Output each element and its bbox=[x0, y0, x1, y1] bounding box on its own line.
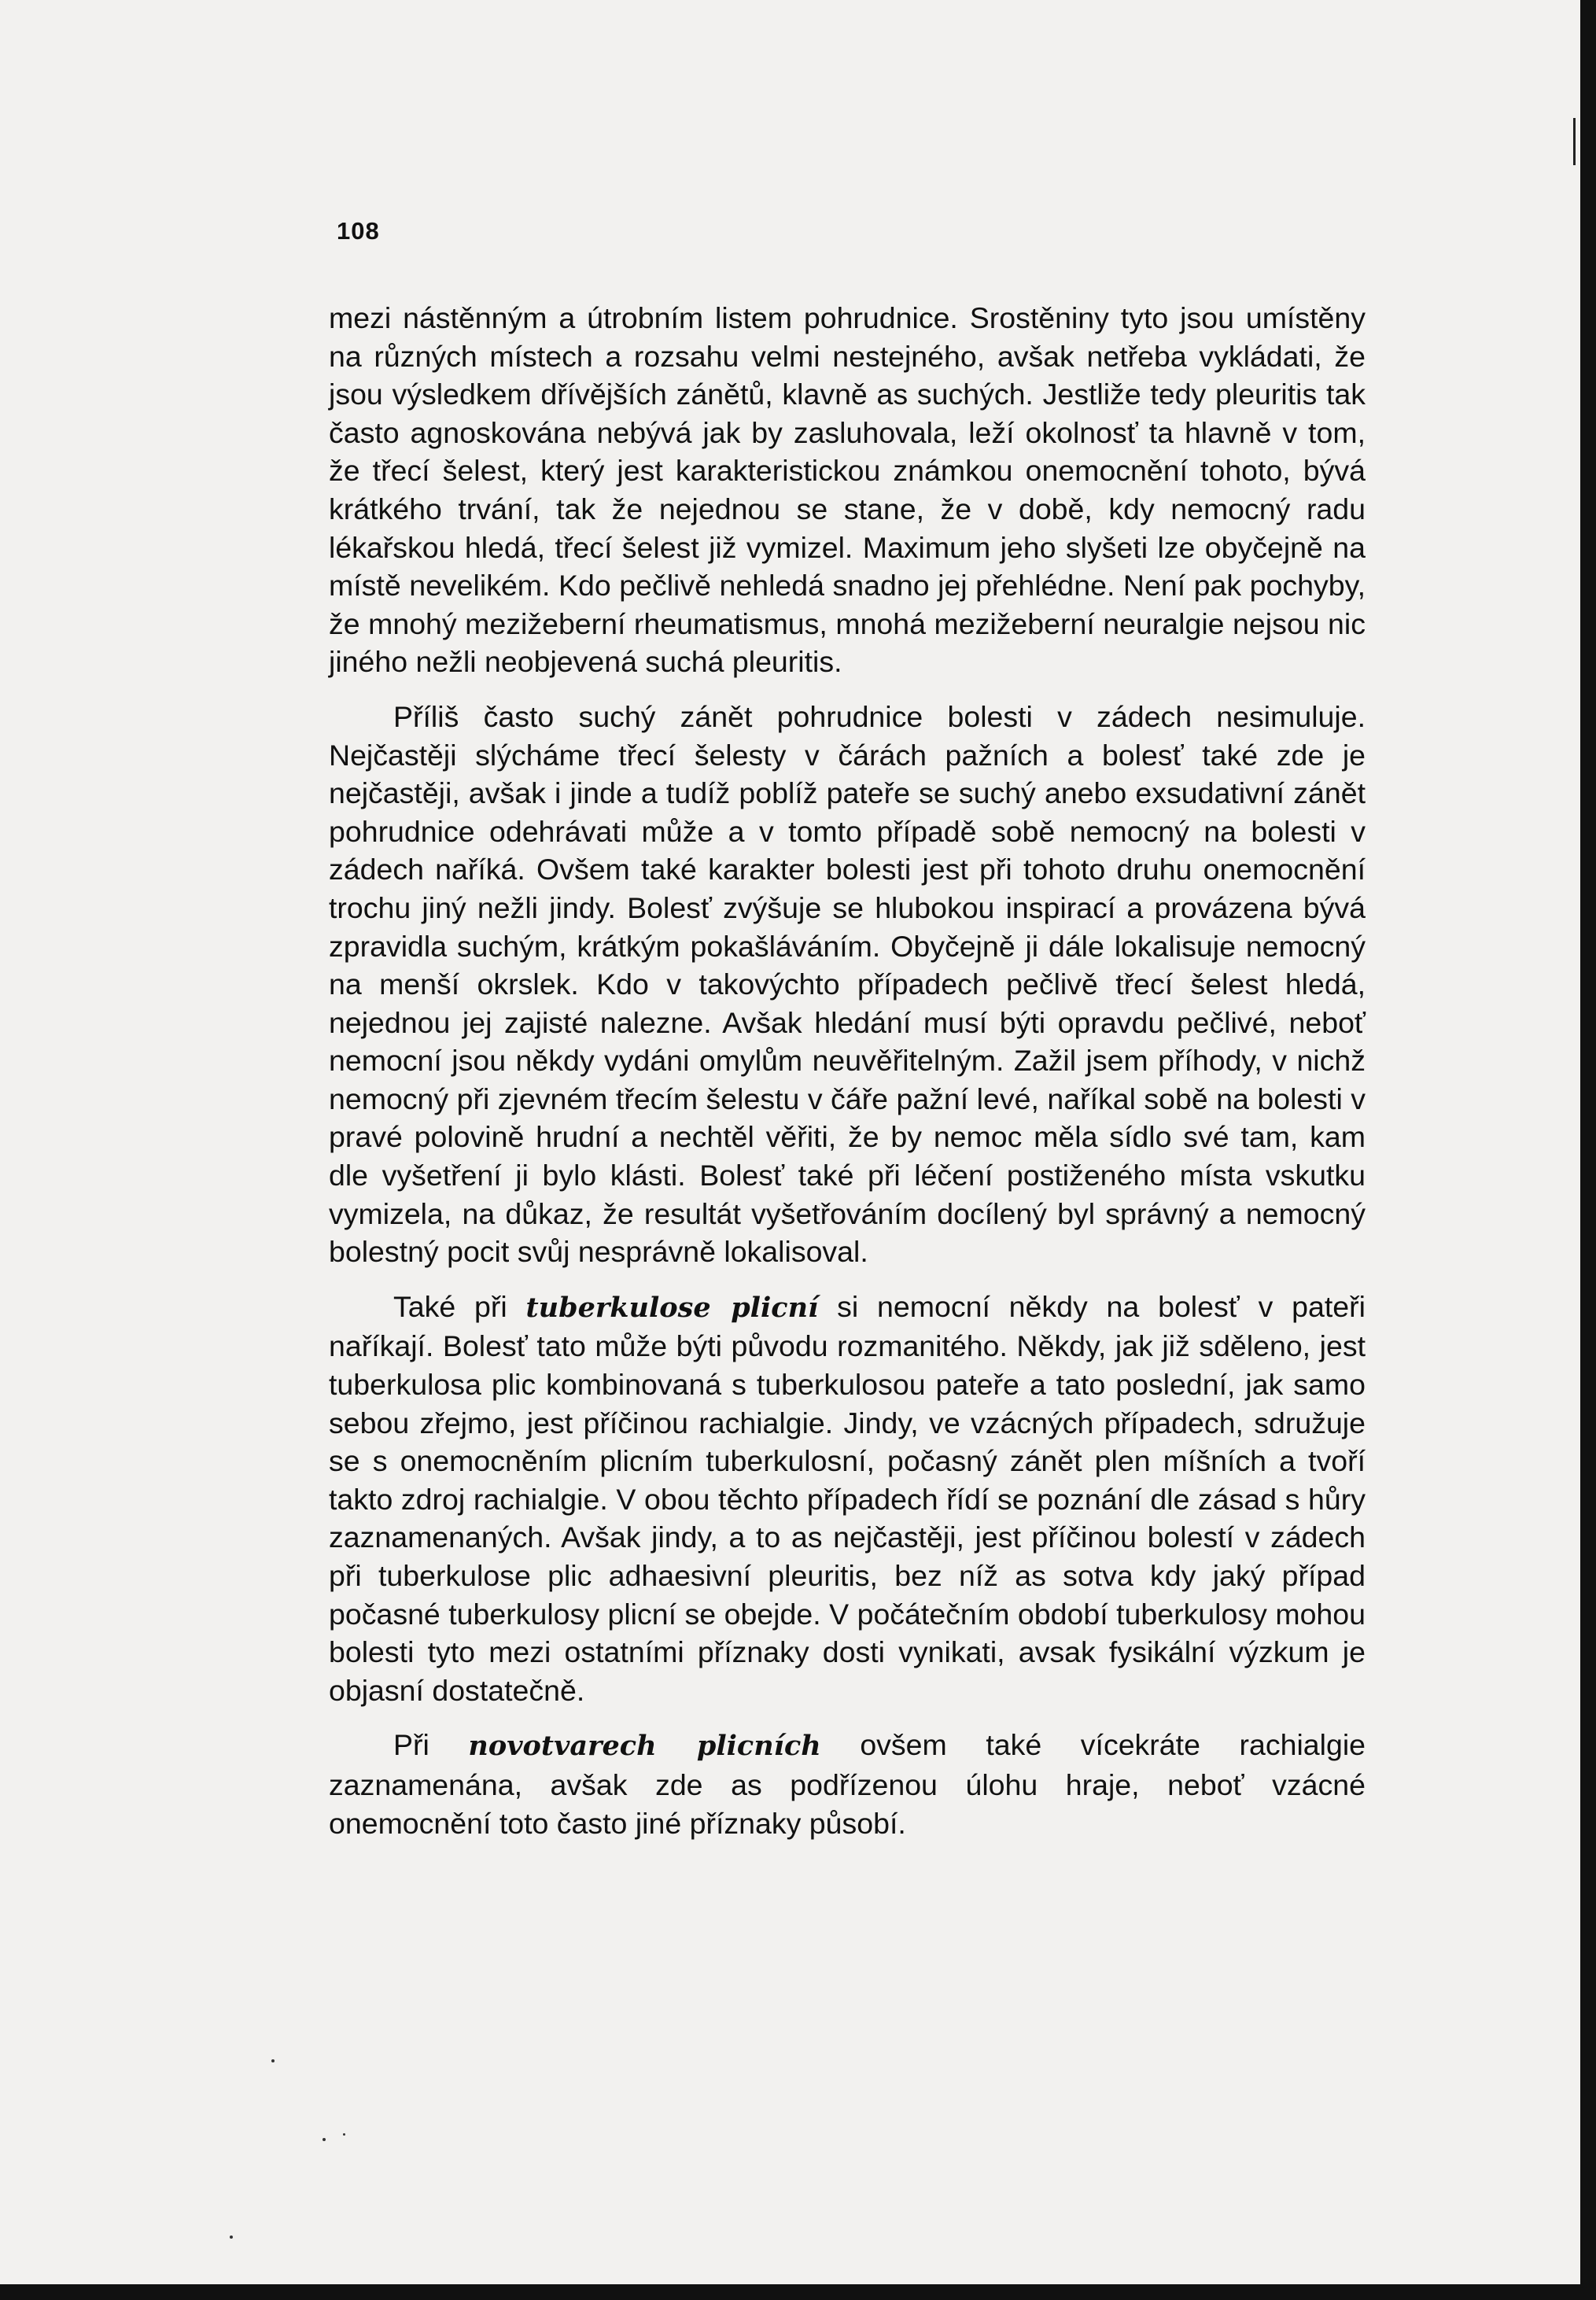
page-number: 108 bbox=[337, 217, 380, 245]
paragraph-4 bbox=[329, 1726, 1366, 1842]
paragraph-4-emphasis: novotvarech plicních bbox=[468, 1730, 821, 1763]
body-text bbox=[329, 299, 1366, 1842]
paragraph-3-emphasis: tuberkulose plicní bbox=[525, 1291, 819, 1324]
paragraph-3-rest: si nemocní někdy na bolesť v pateři naříkají. Bolesť tato může býti původu rozmanitého. Někdy, jak již sděleno, jest tuberkulosa plic kombinovaná s tuberkulosou pateře a tato poslední, jak samo sebou zřejmo, jest příčinou rachialgie. Jindy, ve vzácných případech, sdružuje se s onemocněním plicním tuberkulosní, počasný zánět plen míšních a tvoří takto zdroj rachialgie. V obou těchto případech řídí se poznání dle zásad s hůry zaznamenaných. Avšak jindy, a to as nejčastěji, jest příčinou bolestí v zádech při tuberkulose plic adhaesivní pleuritis, bez níž as sotva kdy jaký případ počasné tuberkulosy plicní se obejde. V počátečním období tuberkulosy mohou bolesti tyto mezi ostatními příznaky dosti vynikati, avsak fysikální výzkum je objasní dostatečně. bbox=[329, 1289, 1366, 1707]
paragraph-2: Příliš často suchý zánět pohrudnice bolesti v zádech nesimuluje. Nejčastěji slýcháme třecí šelesty v čárách pažních a bolesť také zde je nejčastěji, avšak i jinde a tudíž poblíž pateře se suchý anebo exsudativní zánět pohrudnice odehrávati může a v tomto případě sobě nemocný na bolesti v zádech naříká. Ovšem také karakter bolesti jest při tohoto druhu onemocnění trochu jiný nežli jindy. Bolesť zvýšuje se hlubokou inspirací a provázena bývá zpravidla suchým, krátkým pokašláváním. Obyčejně ji dále lokalisuje nemocný na menší okrslek. Kdo v takovýchto případech pečlivě třecí šelest hledá, nejednou jej zajisté nalezne. Avšak hledání musí býti opravdu pečlivé, neboť nemocní jsou někdy vydáni omylům neuvěřitelným. Zažil jsem příhody, v nichž nemocný při zjevném třecím šelestu v čáře pažní levé, naříkal sobě na bolesti v pravé polovině hrudní a nechtěl věřiti, že by nemoc měla sídlo své tam, kam dle vyšetření ji bylo klásti. Bolesť také při léčení postiženého místa vskutku vymizela, na důkaz, že resultát vyšetřováním docílený byl správný a nemocný bolestný pocit svůj nesprávně lokalisoval. bbox=[329, 699, 1366, 1269]
paragraph-1: mezi nástěnným a útrobním listem pohrudnice. Srostěniny tyto jsou umístěny na různých místech a rozsahu velmi nestejného, avšak netřeba vykládati, že jsou výsledkem dřívějších zánětů, klavně as suchých. Jestliže tedy pleuritis tak často agnoskována nebývá jak by zasluhovala, leží okolnosť ta hlavně v tom, že třecí šelest, který jest karakteristickou známkou onemocnění tohoto, bývá krátkého trvání, tak že nejednou se stane, že v době, kdy nemocný radu lékařskou hledá, třecí šelest již vymizel. Maximum jeho slyšeti lze obyčejně na místě nevelikém. Kdo pečlivě nehledá snadno jej přehlédne. Není pak pochyby, že mnohý mezižeberní rheumatismus, mnohá mezižeberní neuralgie nejsou nic jiného nežli neobjevená suchá pleuritis. bbox=[329, 301, 1366, 679]
page-edge-mark bbox=[1573, 118, 1576, 165]
paragraph-3 bbox=[329, 1288, 1366, 1710]
paragraph-4-rest: ovšem také vícekráte rachialgie zaznamenána, avšak zde as podřízenou úlohu hraje, neboť vzácné onemocnění toto často jiné příznaky působí. bbox=[329, 1728, 1366, 1840]
paper-speck bbox=[271, 2059, 275, 2062]
paragraph-4-lead: Při bbox=[393, 1728, 469, 1762]
paragraph-3-lead: Také při bbox=[393, 1289, 526, 1323]
paper-speck bbox=[323, 2138, 326, 2141]
paper-speck bbox=[230, 2235, 233, 2239]
paper-speck bbox=[343, 2133, 345, 2136]
